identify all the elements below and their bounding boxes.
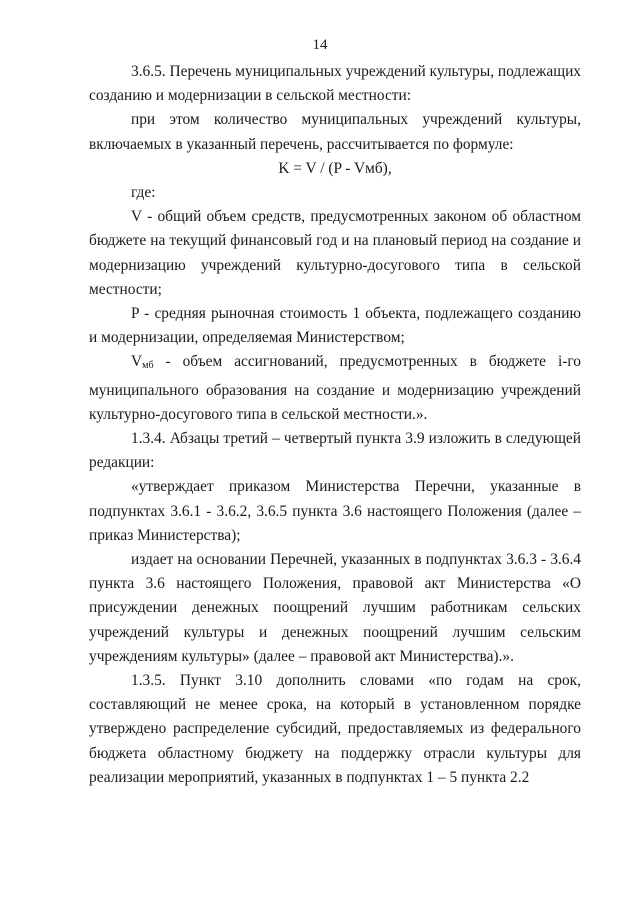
page-number: 14 bbox=[312, 37, 328, 53]
vmb-subscript: мб bbox=[142, 360, 154, 372]
document-body bbox=[89, 60, 581, 790]
paragraph-p-definition: P - средняя рыночная стоимость 1 объекта, подлежащего созданию и модернизации, определяемая Министерством; bbox=[89, 305, 581, 347]
paragraph-v-definition: V - общий объем средств, предусмотренных законом об областном бюджете на текущий финансовый год и на плановый период на создание и модернизацию учреждений культурно-досугового типа в сельской местности; bbox=[89, 208, 581, 298]
paragraph-approves: «утверждает приказом Министерства Перечни, указанные в подпунктах 3.6.1 - 3.6.2, 3.6.5 пункта 3.6 настоящего Положения (далее – приказ Министерства); bbox=[89, 478, 581, 544]
vmb-symbol: V bbox=[131, 353, 143, 371]
paragraph-vmb-definition bbox=[89, 350, 581, 427]
paragraph-where: где: bbox=[131, 184, 156, 202]
paragraph-formula-intro: при этом количество муниципальных учреждений культуры, включаемых в указанный перечень, рассчитывается по формуле: bbox=[89, 111, 581, 153]
paragraph-1-3-5: 1.3.5. Пункт 3.10 дополнить словами «по годам на срок, составляющий не менее срока, на который в установленном порядке утверждено распределение субсидий, предоставляемых из федерального бюджета областному бюджету на поддержку отрасли культуры для реализации мероприятий, указанных в подпунктах 1 – 5 пункта 2.2 bbox=[89, 672, 581, 786]
paragraph-1-3-4: 1.3.4. Абзацы третий – четвертый пункта 3.9 изложить в следующей редакции: bbox=[89, 430, 581, 472]
paragraph-issues: издает на основании Перечней, указанных в подпунктах 3.6.3 - 3.6.4 пункта 3.6 настоящего Положения, правовой акт Министерства «О присуждении денежных поощрений лучшим работникам сельских учреждений культуры и денежных поощрений лучшим сельским учреждениям культуры» (далее – правовой акт Министерства).». bbox=[89, 551, 581, 665]
vmb-text: - объем ассигнований, предусмотренных в бюджете i-го муниципального образования на создание и модернизацию учреждений культурно-досугового типа в сельской местности.». bbox=[89, 353, 581, 423]
formula: K = V / (P - Vмб), bbox=[278, 159, 392, 177]
paragraph-3-6-5: 3.6.5. Перечень муниципальных учреждений культуры, подлежащих созданию и модернизации в сельской местности: bbox=[89, 63, 581, 105]
